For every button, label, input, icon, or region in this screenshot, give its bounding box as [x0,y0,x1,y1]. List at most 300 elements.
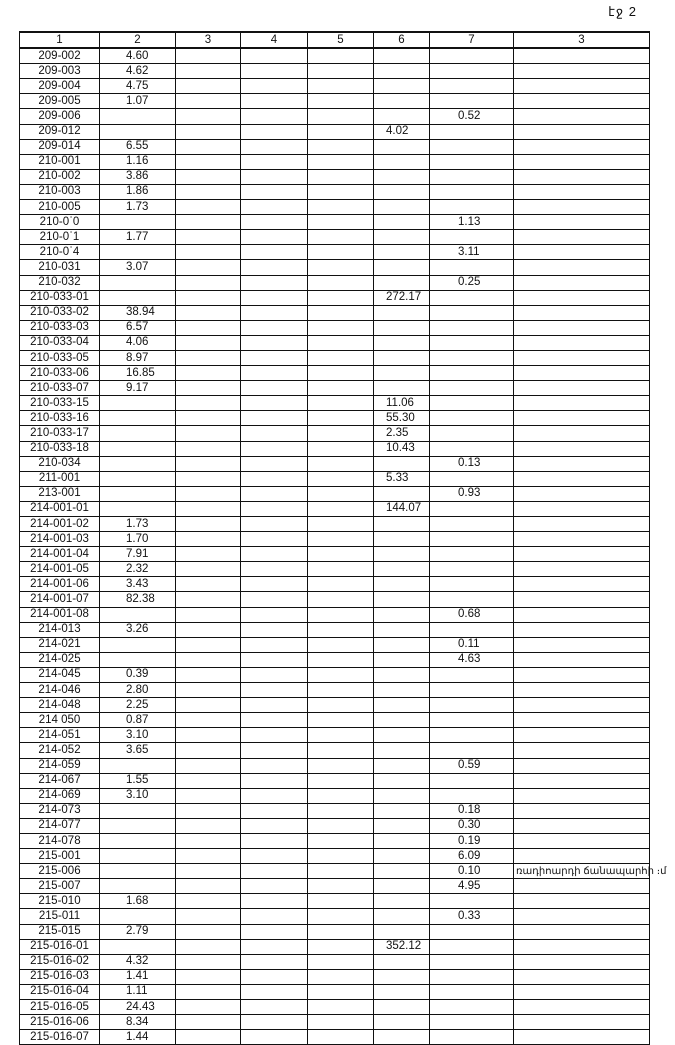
table-cell-col-1: 210-033-05 [20,350,100,365]
table-cell-col-7: 0.68 [430,607,514,622]
table-cell-col-4 [241,667,308,682]
table-row [20,517,650,532]
table-cell-col-1: 210-031 [20,260,100,275]
table-cell-col-8 [514,290,650,305]
table-cell-col-6: 2.35 [374,426,430,441]
table-cell-col-3 [176,562,241,577]
table-cell-col-5 [308,94,374,109]
table-cell-col-5 [308,592,374,607]
table-cell-col-7: 0.30 [430,818,514,833]
table-cell-col-4 [241,728,308,743]
table-cell-col-8 [514,471,650,486]
table-row [20,713,650,728]
table-cell-col-3 [176,456,241,471]
table-cell-col-5 [308,350,374,365]
table-cell-col-4 [241,803,308,818]
table-cell-col-2: 0.39 [100,667,176,682]
table-cell-col-7: 0.52 [430,109,514,124]
table-cell-col-8: ռադիոարդի ճանապարհի ։մ [514,864,650,879]
table-cell-col-4 [241,773,308,788]
table-cell-col-8 [514,833,650,848]
table-cell-col-5 [308,501,374,516]
table-cell-col-1: 215-015 [20,924,100,939]
table-cell-col-2: 3.10 [100,728,176,743]
table-cell-col-8 [514,200,650,215]
table-cell-col-3 [176,743,241,758]
table-row [20,381,650,396]
table-cell-col-5 [308,713,374,728]
table-cell-col-2: 2.25 [100,698,176,713]
table-cell-col-7 [430,622,514,637]
table-cell-col-4 [241,456,308,471]
table-row [20,94,650,109]
table-cell-col-7: 0.33 [430,909,514,924]
table-cell-col-1: 209-005 [20,94,100,109]
table-cell-col-6 [374,366,430,381]
table-cell-col-1: 214-001-03 [20,532,100,547]
table-cell-col-2 [100,864,176,879]
table-cell-col-6 [374,637,430,652]
table-cell-col-5 [308,622,374,637]
table-cell-col-7 [430,320,514,335]
table-cell-col-4 [241,396,308,411]
table-cell-col-2 [100,456,176,471]
table-cell-col-5 [308,290,374,305]
table-cell-col-3 [176,758,241,773]
table-cell-col-7 [430,743,514,758]
table-cell-col-4 [241,109,308,124]
table-cell-col-3 [176,169,241,184]
table-cell-col-2: 8.34 [100,1015,176,1030]
table-cell-col-5 [308,260,374,275]
table-cell-col-7 [430,501,514,516]
table-cell-col-5 [308,667,374,682]
table-cell-col-8 [514,969,650,984]
table-cell-col-1: 214-046 [20,683,100,698]
ledger-body [20,48,667,1045]
table-cell-col-8 [514,728,650,743]
table-cell-col-4 [241,788,308,803]
table-cell-col-1: 210-034 [20,456,100,471]
table-cell-col-7 [430,954,514,969]
table-cell-col-7: 0.93 [430,486,514,501]
table-row [20,652,650,667]
table-cell-col-3 [176,1000,241,1015]
table-cell-col-5 [308,849,374,864]
table-cell-col-6 [374,486,430,501]
table-cell-col-1: 210-033-07 [20,381,100,396]
table-cell-col-7 [430,426,514,441]
table-cell-col-3 [176,441,241,456]
table-cell-col-5 [308,79,374,94]
table-cell-col-3 [176,833,241,848]
table-cell-col-5 [308,698,374,713]
table-cell-col-3 [176,622,241,637]
table-cell-col-6 [374,154,430,169]
table-cell-col-7 [430,184,514,199]
table-cell-col-8 [514,79,650,94]
table-cell-col-4 [241,471,308,486]
table-cell-col-3 [176,230,241,245]
table-cell-col-2: 4.75 [100,79,176,94]
table-cell-col-3 [176,652,241,667]
table-cell-col-4 [241,305,308,320]
table-cell-col-8 [514,456,650,471]
table-cell-col-1: 214-078 [20,833,100,848]
table-cell-col-2 [100,426,176,441]
table-cell-col-1: 214-069 [20,788,100,803]
table-cell-col-6 [374,547,430,562]
table-cell-col-8 [514,260,650,275]
table-cell-col-6 [374,1015,430,1030]
table-cell-col-2 [100,818,176,833]
table-cell-col-7: 0.25 [430,275,514,290]
table-cell-col-3 [176,350,241,365]
table-cell-col-7 [430,366,514,381]
table-cell-col-8 [514,788,650,803]
table-cell-col-1: 215-016-06 [20,1015,100,1030]
table-cell-col-3 [176,411,241,426]
table-cell-col-6 [374,698,430,713]
table-cell-col-3 [176,849,241,864]
table-cell-col-6 [374,622,430,637]
table-row [20,350,650,365]
table-cell-col-6 [374,652,430,667]
table-row [20,486,650,501]
table-cell-col-8 [514,849,650,864]
table-row [20,396,650,411]
table-row [20,124,650,139]
table-row [20,728,650,743]
table-cell-col-7 [430,728,514,743]
column-header-3: 3 [176,32,241,48]
table-cell-col-7 [430,984,514,999]
table-cell-col-7 [430,788,514,803]
table-row [20,230,650,245]
table-cell-col-4 [241,169,308,184]
table-cell-col-4 [241,94,308,109]
table-cell-col-8 [514,698,650,713]
table-row [20,984,650,999]
table-cell-col-6 [374,592,430,607]
table-cell-col-1: 210-0ˈ0 [20,215,100,230]
column-header-2: 2 [100,32,176,48]
table-cell-col-7 [430,139,514,154]
table-cell-col-1: 214-021 [20,637,100,652]
table-cell-col-1: 214-001-01 [20,501,100,516]
table-cell-col-6 [374,909,430,924]
table-cell-col-8 [514,184,650,199]
table-cell-col-8 [514,939,650,954]
table-cell-col-5 [308,1030,374,1045]
table-cell-col-1: 210-033-02 [20,305,100,320]
table-cell-col-2: 1.07 [100,94,176,109]
table-cell-col-7 [430,124,514,139]
table-cell-col-7 [430,532,514,547]
table-cell-col-3 [176,320,241,335]
table-cell-col-2: 1.11 [100,984,176,999]
column-header-1: 1 [20,32,100,48]
table-cell-col-5 [308,64,374,79]
table-cell-col-2: 16.85 [100,366,176,381]
table-cell-col-2: 2.80 [100,683,176,698]
table-cell-col-2: 1.44 [100,1030,176,1045]
table-cell-col-8 [514,954,650,969]
table-cell-col-8 [514,381,650,396]
table-cell-col-2 [100,758,176,773]
table-cell-col-4 [241,275,308,290]
table-cell-col-7: 4.63 [430,652,514,667]
table-cell-col-4 [241,1000,308,1015]
table-cell-col-4 [241,200,308,215]
table-cell-col-2: 4.62 [100,64,176,79]
table-cell-col-2 [100,396,176,411]
table-cell-col-6 [374,517,430,532]
table-cell-col-6 [374,683,430,698]
table-cell-col-8 [514,909,650,924]
table-row [20,48,650,64]
table-cell-col-5 [308,879,374,894]
table-row [20,109,650,124]
table-row [20,622,650,637]
table-row [20,335,650,350]
table-cell-col-3 [176,335,241,350]
table-cell-col-4 [241,124,308,139]
table-cell-col-2: 8.97 [100,350,176,365]
table-cell-col-5 [308,366,374,381]
table-cell-col-7 [430,396,514,411]
table-row [20,683,650,698]
table-row [20,894,650,909]
table-cell-col-4 [241,743,308,758]
table-cell-col-1: 215-016-07 [20,1030,100,1045]
table-cell-col-5 [308,758,374,773]
table-cell-col-5 [308,743,374,758]
table-cell-col-6 [374,894,430,909]
header-row [20,32,650,48]
table-row [20,833,650,848]
table-cell-col-4 [241,607,308,622]
table-cell-col-8 [514,879,650,894]
table-cell-col-1: 215-016-04 [20,984,100,999]
table-cell-col-3 [176,879,241,894]
table-cell-col-8 [514,667,650,682]
table-cell-col-2 [100,124,176,139]
table-cell-col-4 [241,335,308,350]
table-cell-col-7: 0.19 [430,833,514,848]
table-cell-col-4 [241,230,308,245]
table-cell-col-3 [176,184,241,199]
table-cell-col-2 [100,215,176,230]
table-row [20,803,650,818]
table-cell-col-4 [241,154,308,169]
table-cell-col-1: 210-033-06 [20,366,100,381]
table-cell-col-4 [241,48,308,64]
table-cell-col-7 [430,471,514,486]
table-cell-col-6 [374,758,430,773]
table-cell-col-8 [514,1015,650,1030]
table-row [20,864,650,879]
table-cell-col-1: 214-001-07 [20,592,100,607]
table-cell-col-3 [176,305,241,320]
table-cell-col-1: 210-033-17 [20,426,100,441]
table-cell-col-6 [374,924,430,939]
table-cell-col-3 [176,683,241,698]
table-cell-col-2: 3.43 [100,577,176,592]
table-cell-col-6 [374,833,430,848]
table-cell-col-3 [176,275,241,290]
table-cell-col-6 [374,879,430,894]
table-cell-col-5 [308,939,374,954]
table-cell-col-3 [176,532,241,547]
table-cell-col-5 [308,833,374,848]
table-cell-col-6 [374,954,430,969]
table-cell-col-8 [514,592,650,607]
table-cell-col-3 [176,94,241,109]
table-cell-col-7 [430,441,514,456]
table-cell-col-1: 211-001 [20,471,100,486]
table-cell-col-1: 213-001 [20,486,100,501]
table-cell-col-7 [430,698,514,713]
table-cell-col-8 [514,426,650,441]
table-cell-col-3 [176,381,241,396]
table-cell-col-5 [308,818,374,833]
table-cell-col-7 [430,1030,514,1045]
table-cell-col-6 [374,275,430,290]
table-cell-col-6 [374,139,430,154]
table-cell-col-2: 3.65 [100,743,176,758]
table-row [20,818,650,833]
table-cell-col-7 [430,547,514,562]
table-cell-col-2 [100,275,176,290]
table-row [20,607,650,622]
table-cell-col-4 [241,758,308,773]
table-cell-col-4 [241,939,308,954]
table-cell-col-3 [176,109,241,124]
table-cell-col-8 [514,984,650,999]
table-cell-col-3 [176,124,241,139]
table-cell-col-2 [100,109,176,124]
column-header-7: 7 [430,32,514,48]
table-row [20,773,650,788]
table-cell-col-3 [176,577,241,592]
table-cell-col-4 [241,350,308,365]
table-cell-col-3 [176,788,241,803]
table-cell-col-1: 210-033-04 [20,335,100,350]
table-cell-col-3 [176,864,241,879]
table-row [20,849,650,864]
table-cell-col-1: 215-016-05 [20,1000,100,1015]
table-cell-col-8 [514,607,650,622]
table-cell-col-3 [176,773,241,788]
table-cell-col-2: 3.07 [100,260,176,275]
table-cell-col-8 [514,320,650,335]
table-row [20,577,650,592]
table-cell-col-7: 1.13 [430,215,514,230]
table-cell-col-4 [241,517,308,532]
table-cell-col-6 [374,305,430,320]
table-cell-col-7 [430,1015,514,1030]
table-cell-col-2 [100,607,176,622]
table-cell-col-7: 4.95 [430,879,514,894]
table-cell-col-6 [374,381,430,396]
table-cell-col-2: 24.43 [100,1000,176,1015]
table-cell-col-5 [308,154,374,169]
table-cell-col-8 [514,773,650,788]
table-row [20,200,650,215]
table-cell-col-5 [308,652,374,667]
table-cell-col-4 [241,818,308,833]
table-cell-col-4 [241,260,308,275]
table-cell-col-6: 4.02 [374,124,430,139]
page-number: էջ 2 [608,4,637,19]
table-cell-col-2: 3.86 [100,169,176,184]
table-row [20,743,650,758]
table-cell-col-3 [176,245,241,260]
table-cell-col-4 [241,320,308,335]
table-cell-col-5 [308,607,374,622]
table-cell-col-3 [176,1015,241,1030]
table-cell-col-4 [241,381,308,396]
table-cell-col-5 [308,471,374,486]
table-cell-col-6 [374,456,430,471]
table-cell-col-3 [176,79,241,94]
table-cell-col-2 [100,245,176,260]
table-cell-col-8 [514,109,650,124]
table-cell-col-7 [430,230,514,245]
table-cell-col-2 [100,486,176,501]
table-cell-col-6 [374,969,430,984]
table-row [20,290,650,305]
table-cell-col-7 [430,894,514,909]
table-cell-col-2: 9.17 [100,381,176,396]
table-cell-col-1: 209-014 [20,139,100,154]
table-cell-col-2: 2.32 [100,562,176,577]
table-cell-col-5 [308,305,374,320]
table-cell-col-3 [176,713,241,728]
table-cell-col-5 [308,803,374,818]
table-cell-col-2: 2.79 [100,924,176,939]
table-cell-col-1: 210-033-16 [20,411,100,426]
table-cell-col-5 [308,441,374,456]
table-cell-col-3 [176,939,241,954]
table-cell-col-3 [176,154,241,169]
table-cell-col-8 [514,517,650,532]
table-cell-col-4 [241,849,308,864]
table-cell-col-5 [308,169,374,184]
table-cell-col-1: 209-004 [20,79,100,94]
table-cell-col-5 [308,773,374,788]
table-cell-col-7 [430,335,514,350]
table-cell-col-5 [308,1015,374,1030]
table-cell-col-7: 0.10 [430,864,514,879]
table-cell-col-3 [176,667,241,682]
table-cell-col-1: 214-013 [20,622,100,637]
table-cell-col-3 [176,260,241,275]
table-cell-col-4 [241,954,308,969]
table-cell-col-6: 352.12 [374,939,430,954]
table-cell-col-3 [176,607,241,622]
table-cell-col-7 [430,592,514,607]
table-cell-col-6: 11.06 [374,396,430,411]
table-cell-col-4 [241,215,308,230]
table-cell-col-2 [100,411,176,426]
table-cell-col-1: 210-0ˈ4 [20,245,100,260]
table-cell-col-6 [374,818,430,833]
table-cell-col-6 [374,1030,430,1045]
table-cell-col-5 [308,184,374,199]
table-cell-col-8 [514,547,650,562]
